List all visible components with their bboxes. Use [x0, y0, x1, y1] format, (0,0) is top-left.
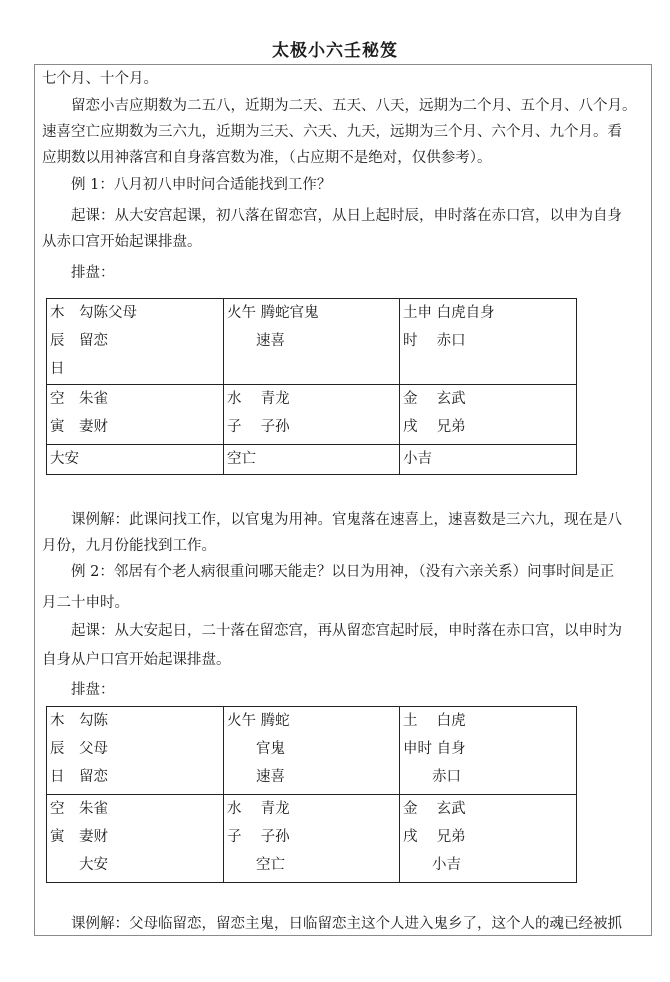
table2-cell: 火午 腾蛇 官鬼 速喜 — [224, 707, 400, 795]
table1-cell: 大安 — [47, 445, 224, 475]
paragraph-line: 课例解：此课问找工作，以官鬼为用神。官鬼落在速喜上，速喜数是三六九，现在是八 — [42, 512, 622, 528]
table1-cell: 水 青龙 子 子孙 — [224, 385, 400, 445]
table2-cell: 水 青龙 子 子孙 空亡 — [224, 795, 400, 883]
paragraph-line: 七个月、十个月。 — [42, 71, 158, 87]
paragraph-line: 课例解：父母临留恋，留恋主鬼，日临留恋主这个人进入鬼乡了，这个人的魂已经被抓 — [42, 916, 622, 932]
paragraph-line: 起课：从大安起日，二十落在留恋宫，再从留恋宫起时辰，申时落在赤口宫，以申时为 — [42, 623, 622, 639]
table1-cell: 空亡 — [224, 445, 400, 475]
table1-cell: 金 玄武 戌 兄弟 — [400, 385, 577, 445]
table2-cell: 空 朱雀 寅 妻财 大安 — [47, 795, 224, 883]
paragraph-line: 留恋小吉应期数为二五八，近期为二天、五天、八天，远期为二个月、五个月、八个月。 — [42, 98, 637, 114]
paragraph-line: 月二十申时。 — [42, 595, 129, 611]
paipan-label: 排盘： — [42, 682, 115, 698]
table1-cell: 土申 白虎自身 时 赤口 — [400, 299, 577, 385]
table1-cell: 木 勾陈父母 辰 留恋 日 — [47, 299, 224, 385]
paragraph-line: 速喜空亡应期数为三六九，近期为三天、六天、九天，远期为三个月、六个月、九个月。看 — [42, 124, 622, 140]
paipan-table-1 — [46, 298, 577, 475]
paipan-label: 排盘： — [42, 265, 115, 281]
paragraph-line: 起课：从大安宫起课，初八落在留恋宫，从日上起时辰，申时落在赤口宫，以申为自身 — [42, 208, 622, 224]
example-2-heading: 例 2：邻居有个老人病很重问哪天能走？以日为用神，（没有六亲关系）问事时间是正 — [42, 564, 615, 580]
paragraph-line: 月份，九月份能找到工作。 — [42, 538, 216, 554]
example-1-heading: 例 1：八月初八申时问合适能找到工作？ — [42, 177, 332, 193]
paragraph-line: 应期数以用神落宫和自身落宫数为准，（占应期不是绝对，仅供参考）。 — [42, 150, 492, 166]
paragraph-line: 从赤口宫开始起课排盘。 — [42, 234, 202, 250]
table1-cell: 小吉 — [400, 445, 577, 475]
table2-cell: 木 勾陈 辰 父母 日 留恋 — [47, 707, 224, 795]
table2-cell: 金 玄武 戌 兄弟 小吉 — [400, 795, 577, 883]
paragraph-line: 自身从户口宫开始起课排盘。 — [42, 652, 231, 668]
page-title: 太极小六壬秘笈 — [272, 41, 398, 61]
table1-cell: 空 朱雀 寅 妻财 — [47, 385, 224, 445]
table2-cell: 土 白虎 申时 自身 赤口 — [400, 707, 577, 795]
table1-cell: 火午 腾蛇官鬼 速喜 — [224, 299, 400, 385]
paipan-table-2 — [46, 706, 577, 883]
